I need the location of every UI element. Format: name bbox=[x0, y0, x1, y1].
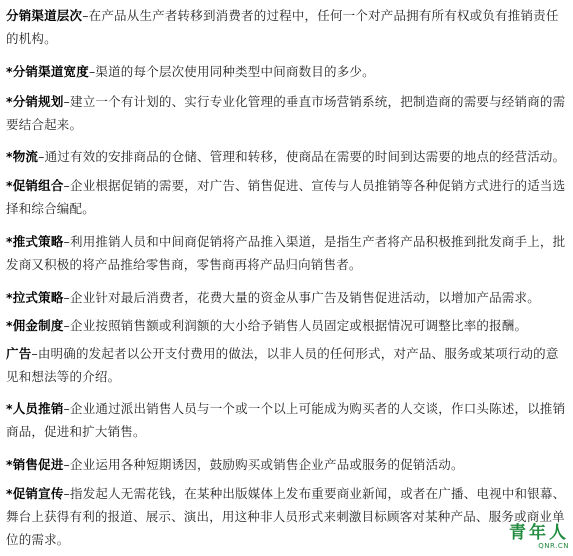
definition-text: –利用推销人员和中间商促销将产品推入渠道，是指生产者将产品积极推到批发商手上，批发商又积极的将产品推给零售商，零售商再将产品归向销售者。 bbox=[6, 234, 566, 272]
definition-text: –企业运用各种短期诱因，鼓励购买或销售企业产品或服务的促销活动。 bbox=[63, 457, 464, 472]
watermark-logo bbox=[509, 524, 569, 550]
definition-distribution-planning bbox=[6, 90, 566, 136]
definition-channel-width bbox=[6, 60, 566, 83]
definition-advertising bbox=[6, 342, 566, 388]
term: *人员推销 bbox=[6, 401, 64, 416]
watermark-text: 青年人 bbox=[509, 523, 569, 543]
definition-sales-promotion bbox=[6, 453, 566, 476]
definition-channel-level bbox=[6, 4, 566, 50]
definition-logistics bbox=[6, 145, 566, 168]
term: 分销渠道层次 bbox=[6, 8, 83, 23]
term: *佣金制度 bbox=[6, 318, 64, 333]
term: *促销组合 bbox=[6, 178, 64, 193]
term: *促销宣传 bbox=[6, 486, 64, 501]
watermark-url: QNR.CN bbox=[538, 542, 569, 550]
definition-text: –指发起人无需花钱，在某种出版媒体上发布重要商业新闻，或者在广播、电视中和银幕、舞台上获得有利的报道、展示、演出，用这种非人员形式来刺激目标顾客对某种产品、服务或商业单位的需求。 bbox=[6, 486, 566, 547]
definition-text: –企业通过派出销售人员与一个或一个以上可能成为购买者的人交谈，作口头陈述，以推销商品，促进和扩大销售。 bbox=[6, 401, 566, 439]
definition-text: –渠道的每个层次使用同种类型中间商数目的多少。 bbox=[88, 64, 375, 79]
definition-pull-strategy bbox=[6, 286, 566, 309]
definition-text: –由明确的发起者以公开支付费用的做法，以非人员的任何形式，对产品、服务或某项行动的意见和想法等的介绍。 bbox=[6, 346, 559, 384]
definition-text: –企业按照销售额或利润额的大小给予销售人员固定或根据情况可调整比率的报酬。 bbox=[63, 318, 528, 333]
term: *拉式策略 bbox=[6, 290, 64, 305]
term: *推式策略 bbox=[6, 234, 64, 249]
definition-text: –在产品从生产者转移到消费者的过程中，任何一个对产品拥有所有权或负有推销责任的机构。 bbox=[6, 8, 559, 46]
definition-promotion-mix bbox=[6, 174, 566, 220]
term: 广告 bbox=[6, 346, 32, 361]
definition-personal-selling bbox=[6, 397, 566, 443]
definition-commission-system bbox=[6, 314, 566, 337]
definition-text: –企业针对最后消费者，花费大量的资金从事广告及销售促进活动，以增加产品需求。 bbox=[63, 290, 540, 305]
definition-push-strategy bbox=[6, 230, 566, 276]
definition-text: –建立一个有计划的、实行专业化管理的垂直市场营销系统，把制造商的需要与经销商的需要结合起来。 bbox=[6, 94, 566, 132]
definition-text: –通过有效的安排商品的仓储、管理和转移，使商品在需要的时间到达需要的地点的经营活动。 bbox=[38, 149, 566, 164]
term: *销售促进 bbox=[6, 457, 64, 472]
definition-publicity bbox=[6, 482, 566, 551]
term: *分销规划 bbox=[6, 94, 64, 109]
term: *分销渠道宽度 bbox=[6, 64, 89, 79]
definition-text: –企业根据促销的需要，对广告、销售促进、宣传与人员推销等各种促销方式进行的适当选择和综合编配。 bbox=[6, 178, 566, 216]
term: *物流 bbox=[6, 149, 39, 164]
